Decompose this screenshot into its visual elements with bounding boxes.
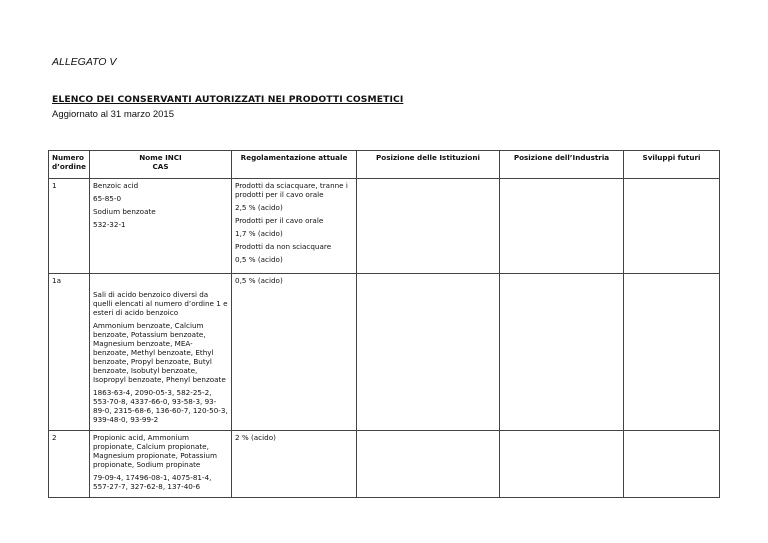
regulation-text: 2 % (acido) <box>235 433 276 442</box>
institutions-cell <box>357 179 500 274</box>
regulation-cell <box>232 179 357 274</box>
inci-text: 1863-63-4, 2090-05-3, 582-25-2, 553-70-8, 4337-66-0, 93-58-3, 93-89-0, 2315-68-6, 136-60-7, 120-50-3, 939-48-0, 93-99-2 <box>93 388 228 424</box>
order-number: 1 <box>49 179 90 274</box>
future-cell <box>624 431 720 498</box>
regulation-text: 2,5 % (acido) <box>235 203 283 212</box>
inci-name-cell <box>90 179 232 274</box>
inci-text: Benzoic acid <box>93 181 139 190</box>
regulation-text: Prodotti da sciacquare, tranne i prodotti per il cavo orale <box>235 181 348 199</box>
industry-cell <box>500 274 624 431</box>
header-row <box>49 151 720 179</box>
regulation-text: Prodotti per il cavo orale <box>235 216 324 225</box>
header-future: Sviluppi futuri <box>624 151 720 179</box>
order-number: 2 <box>49 431 90 498</box>
inci-text: Sodium benzoate <box>93 207 156 216</box>
inci-text: 65-85-0 <box>93 194 122 203</box>
header-inci-name-line2: CAS <box>152 162 169 171</box>
order-number: 1a <box>49 274 90 431</box>
header-industry: Posizione dell’Industria <box>500 151 624 179</box>
annex-label: ALLEGATO V <box>52 56 117 68</box>
regulation-cell <box>232 431 357 498</box>
update-date: Aggiornato al 31 marzo 2015 <box>52 109 174 120</box>
header-regulation: Regolamentazione attuale <box>232 151 357 179</box>
inci-text: 79-09-4, 17496-08-1, 4075-81-4, 557-27-7, 327-62-8, 137-40-6 <box>93 473 212 491</box>
regulation-text: 0,5 % (acido) <box>235 276 283 285</box>
header-order-number: Numero d’ordine <box>49 151 90 179</box>
header-inci-name <box>90 151 232 179</box>
regulation-text: Prodotti da non sciacquare <box>235 242 332 251</box>
header-institutions: Posizione delle Istituzioni <box>357 151 500 179</box>
table-row <box>49 431 720 498</box>
regulation-text: 0,5 % (acido) <box>235 255 283 264</box>
inci-name-cell <box>90 431 232 498</box>
inci-text: Propionic acid, Ammonium propionate, Calcium propionate, Magnesium propionate, Potassium propionate, Sodium propinate <box>93 433 217 469</box>
industry-cell <box>500 179 624 274</box>
document-title: ELENCO DEI CONSERVANTI AUTORIZZATI NEI PRODOTTI COSMETICI <box>52 94 404 105</box>
preservatives-table <box>48 150 720 498</box>
inci-text: Ammonium benzoate, Calcium benzoate, Potassium benzoate, Magnesium benzoate, MEA-benzoate, Methyl benzoate, Ethyl benzoate, Propyl benzoate, Butyl benzoate, Isobutyl benzoate, Isopropyl benzoate, Phenyl benzoate <box>93 321 226 384</box>
regulation-text: 1,7 % (acido) <box>235 229 283 238</box>
inci-text: Sali di acido benzoico diversi da quelli elencati al numero d’ordine 1 e esteri di acido benzoico <box>93 290 228 317</box>
table-row <box>49 179 720 274</box>
inci-text: 532-32-1 <box>93 220 126 229</box>
future-cell <box>624 179 720 274</box>
institutions-cell <box>357 274 500 431</box>
industry-cell <box>500 431 624 498</box>
table-row <box>49 274 720 431</box>
inci-name-cell <box>90 274 232 431</box>
regulation-cell <box>232 274 357 431</box>
institutions-cell <box>357 431 500 498</box>
header-inci-name-line1: Nome INCI <box>139 153 182 162</box>
future-cell <box>624 274 720 431</box>
